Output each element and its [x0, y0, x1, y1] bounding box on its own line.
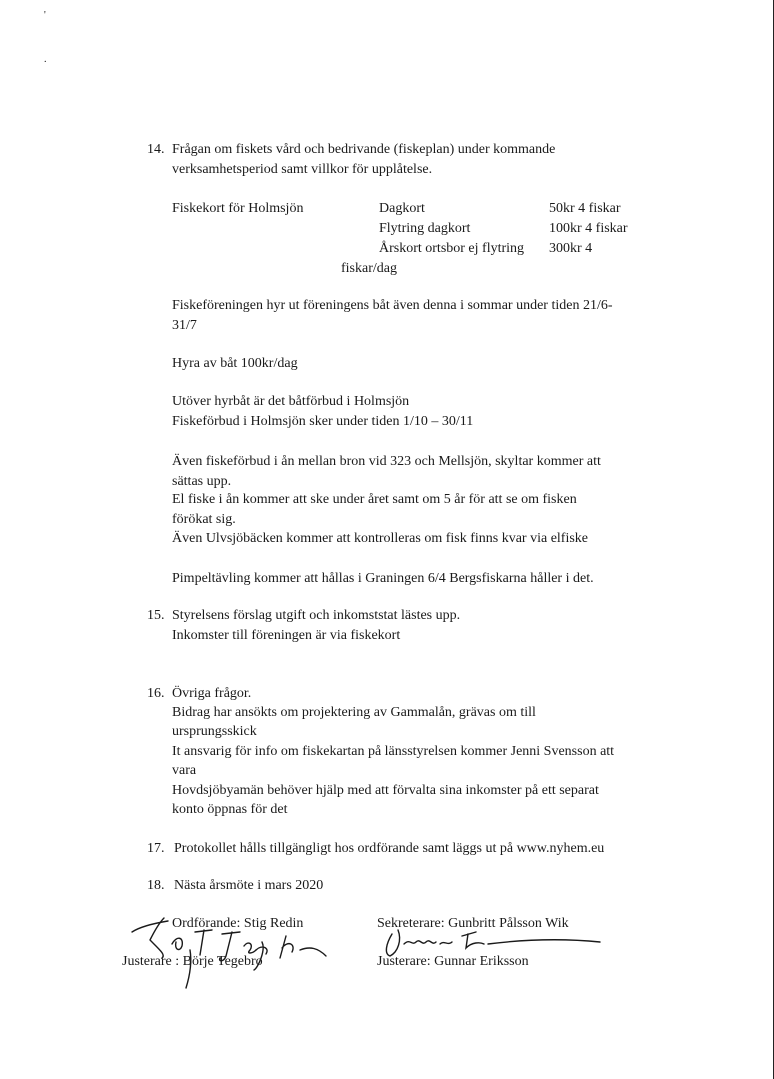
signature-stroke	[404, 941, 436, 944]
item-14-line: Fiskeförbud i Holmsjön sker under tiden 1/10 – 30/11	[172, 414, 474, 429]
signature-stroke	[172, 938, 182, 949]
margin-mark: .	[44, 54, 47, 65]
signature-stroke	[132, 921, 168, 932]
signature-stroke	[386, 930, 399, 956]
item-number: 14.	[147, 142, 165, 157]
item-14-line: verksamhetsperiod samt villkor för upplåtelse.	[172, 162, 433, 177]
signature-stroke	[462, 932, 484, 948]
fishing-card-price: 300kr 4	[549, 241, 593, 256]
item-15-line: Styrelsens förslag utgift och inkomststat lästes upp.	[172, 608, 461, 623]
item-14-line: Pimpeltävling kommer att hållas i Graningen 6/4 Bergsfiskarna håller i det.	[172, 571, 594, 586]
adjuster-signature-label: Justerare: Gunnar Eriksson	[377, 954, 529, 969]
item-15-line: Inkomster till föreningen är via fiskekort	[172, 628, 401, 643]
item-14-line: Fiskeföreningen hyr ut föreningens båt även denna i sommar under tiden 21/6-	[172, 298, 613, 313]
signature-stroke	[220, 932, 240, 961]
item-14-line: förökat sig.	[172, 512, 236, 527]
signature-stroke	[186, 950, 191, 988]
item-14-line: Utöver hyrbåt är det båtförbud i Holmsjön	[172, 394, 410, 409]
fishing-card-price: 100kr 4 fiskar	[549, 221, 628, 236]
item-16-line: ursprungsskick	[172, 724, 257, 739]
signature-stroke	[254, 942, 267, 970]
adjuster-signature-label: Justerare : Börje Tegebro	[122, 954, 263, 969]
signature-stroke	[280, 936, 293, 958]
signature-stroke	[244, 943, 256, 953]
fishing-card-type: Dagkort	[379, 201, 425, 216]
item-number: 15.	[147, 608, 165, 623]
signature-stroke	[440, 942, 452, 944]
item-number: 17.	[147, 841, 165, 856]
item-16-line: konto öppnas för det	[172, 802, 288, 817]
item-16-line: It ansvarig för info om fiskekartan på länsstyrelsen kommer Jenni Svensson att	[172, 744, 615, 759]
item-number: 16.	[147, 686, 165, 701]
signature-stroke	[195, 930, 212, 955]
item-number: 18.	[147, 878, 165, 893]
fishing-card-type: Årskort ortsbor ej flytring	[379, 241, 525, 256]
fishing-card-wrap: fiskar/dag	[341, 261, 397, 276]
item-14-line: Frågan om fiskets vård och bedrivande (fiskeplan) under kommande	[172, 142, 556, 157]
item-17-line: Protokollet hålls tillgängligt hos ordförande samt läggs ut på www.nyhem.eu	[174, 841, 605, 856]
fishing-card-price: 50kr 4 fiskar	[549, 201, 621, 216]
item-16-title: Övriga frågor.	[172, 686, 252, 701]
item-14-line: Hyra av båt 100kr/dag	[172, 356, 298, 371]
signature-stroke	[300, 948, 326, 956]
margin-mark: '	[44, 10, 46, 21]
fishing-card-type: Flytring dagkort	[379, 221, 471, 236]
chair-signature-label: Ordförande: Stig Redin	[172, 916, 304, 931]
secretary-signature-label: Sekreterare: Gunbritt Pålsson Wik	[377, 916, 569, 931]
item-16-line: Bidrag har ansökts om projektering av Gammalån, grävas om till	[172, 705, 536, 720]
item-14-line: El fiske i ån kommer att ske under året samt om 5 år för att se om fisken	[172, 492, 577, 507]
item-14-line: sättas upp.	[172, 474, 232, 489]
item-14-line: Även Ulvsjöbäcken kommer att kontrolleras om fisk finns kvar via elfiske	[172, 531, 589, 546]
signature-stroke	[488, 940, 600, 944]
fishing-card-label: Fiskekort för Holmsjön	[172, 201, 304, 216]
item-14-line: Även fiskeförbud i ån mellan bron vid 323 och Mellsjön, skyltar kommer att	[172, 454, 601, 469]
item-16-line: vara	[172, 763, 197, 778]
item-14-line: 31/7	[172, 318, 197, 333]
item-16-line: Hovdsjöbyamän behöver hjälp med att förvalta sina inkomster på ett separat	[172, 783, 599, 798]
item-18-line: Nästa årsmöte i mars 2020	[174, 878, 324, 893]
